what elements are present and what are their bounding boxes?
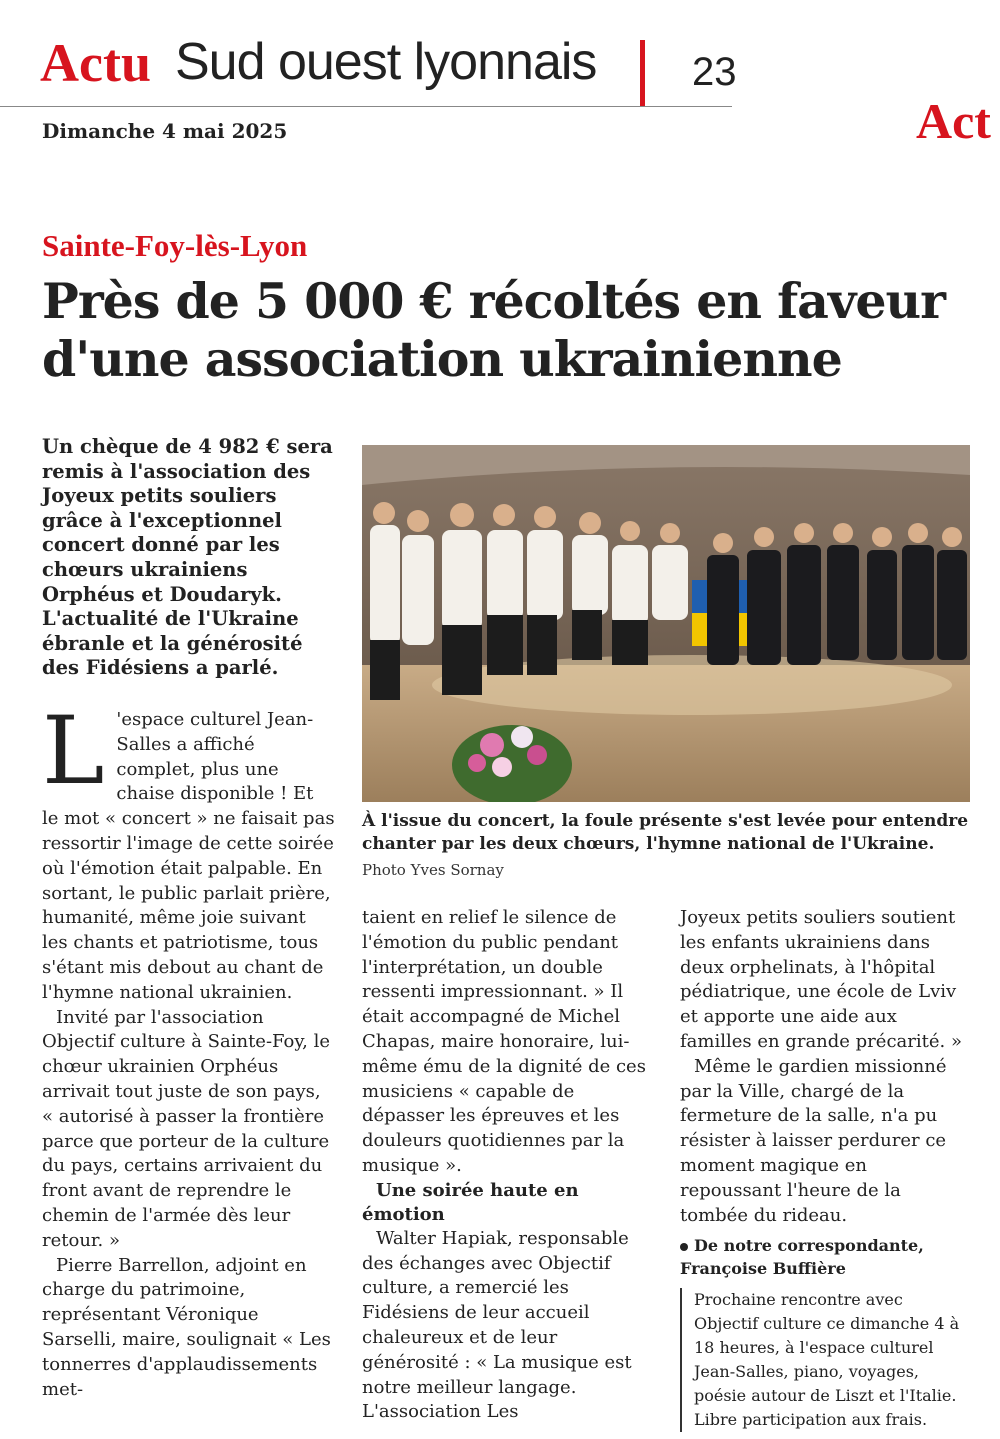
article-column-3 xyxy=(680,906,972,1432)
article-subhead: Une soirée haute en émotion xyxy=(362,1179,579,1225)
body-paragraph: 'espace culturel Jean-Salles a affiché complet, plus une chaise disponible ! Et le mot « concert » ne faisait pas ressortir l'image de cette soirée où l'émotion était palpable. En sortant, le public parlait prière, humanité, même joie suivant les chants et patriotisme, tous s'étant mis debout au chant de l'hymne national ukrainien. xyxy=(42,709,335,1003)
section-label-actu: Actu xyxy=(40,33,151,93)
next-page-label: Act xyxy=(916,93,991,149)
photo-caption: À l'issue du concert, la foule présente s'est levée pour entendre chanter par les deux chœurs, l'hymne national de l'Ukraine. xyxy=(362,811,969,854)
concert-photo-illustration xyxy=(362,445,970,802)
body-paragraph: Walter Hapiak, responsable des échanges avec Objectif culture, a remercié les Fidésiens de leur accueil chaleureux et de leur générosité : « La musique est notre meilleur langage. L'association Les xyxy=(362,1227,632,1423)
body-paragraph: Joyeux petits souliers soutient les enfants ukrainiens dans deux orphelinats, à l'hôpital pédiatrique, une école de Lviv et apporte une aide aux familles en grande précarité. » xyxy=(680,907,962,1052)
body-paragraph: Même le gardien missionné par la Ville, chargé de la fermeture de la salle, n'a pu résister à laisser perdurer ce moment magique en repoussant l'heure de la tombée du rideau. xyxy=(680,1055,947,1226)
event-info-box: Prochaine rencontre avec Objectif culture ce dimanche 4 à 18 heures, à l'espace culturel Jean-Salles, piano, voyages, poésie autour de Liszt et l'Italie. Libre participation aux frais. xyxy=(680,1288,972,1432)
author-name: Françoise Buffière xyxy=(680,1259,846,1279)
article-kicker: Sainte-Foy-lès-Lyon xyxy=(42,228,308,263)
header-rule xyxy=(0,106,732,107)
photo-credit: Photo Yves Sornay xyxy=(362,861,504,879)
body-paragraph: Pierre Barrellon, adjoint en charge du patrimoine, représentant Véronique Sarselli, maire, soulignait « Les tonnerres d'applaudissements met- xyxy=(42,1254,331,1400)
article-lede: Un chèque de 4 982 € sera remis à l'association des Joyeux petits souliers grâce à l'exceptionnel concert donné par les chœurs ukrainiens Orphéus et Doudaryk. L'actualité de l'Ukraine ébranle et la générosité des Fidésiens a parlé. xyxy=(42,435,333,680)
article-headline: Près de 5 000 € récoltés en faveur d'une association ukrainienne xyxy=(42,272,945,388)
signature-line-1: De notre correspondante, xyxy=(694,1236,924,1256)
body-paragraph: taient en relief le silence de l'émotion du public pendant l'interprétation, un double ressenti impressionnant. » Il était accompagné de Michel Chapas, maire honoraire, lui-même ému de la dignité de ces musiciens « capable de dépasser les épreuves et les douleurs quotidiennes par la musique ». xyxy=(362,907,646,1176)
body-paragraph: Invité par l'association Objectif culture à Sainte-Foy, le chœur ukrainien Orphéus arrivait tout juste de son pays, « autorisé à passer la frontière parce que porteur de la culture du pays, certains arrivaient du front avant de reprendre le chemin de l'armée dès leur retour. » xyxy=(42,1006,331,1251)
article-photo xyxy=(362,445,970,802)
bullet-icon xyxy=(680,1243,688,1251)
article-column-2 xyxy=(362,906,654,1425)
section-name: Sud ouest lyonnais xyxy=(175,33,597,91)
article-column-1 xyxy=(42,697,335,1402)
page-number: 23 xyxy=(692,50,737,94)
publication-date: Dimanche 4 mai 2025 xyxy=(42,119,288,143)
header-divider xyxy=(640,40,645,106)
drop-cap: L xyxy=(42,697,105,806)
author-signature xyxy=(680,1234,972,1280)
